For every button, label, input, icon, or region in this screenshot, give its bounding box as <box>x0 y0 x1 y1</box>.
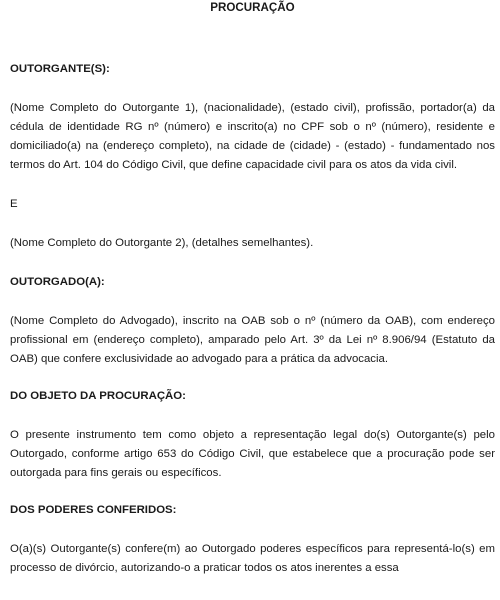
outorgado-paragraph: (Nome Completo do Advogado), inscrito na OAB sob o nº (número da OAB), com endereço profissional em (endereço completo), amparado pelo Art. 3º da Lei nº 8.906/94 (Estatuto da OAB) que confere exclusividade ao advogado para a prática da advocacia. <box>10 315 495 365</box>
spacer <box>10 520 495 540</box>
spacer <box>10 292 495 312</box>
document-page <box>10 0 495 578</box>
conjunction-text: E <box>10 198 18 210</box>
document-title: PROCURAÇÃO <box>210 1 295 14</box>
spacer <box>10 214 495 234</box>
objeto-paragraph: O presente instrumento tem como objeto a representação legal do(s) Outorgante(s) pelo Outorgado, conforme artigo 653 do Código Civil, que estabelece que a procuração pode ser outorgada para fins gerais ou específicos. <box>10 429 495 479</box>
objeto-heading: DO OBJETO DA PROCURAÇÃO: <box>10 390 186 402</box>
spacer <box>10 175 495 195</box>
outorgante-1-paragraph: (Nome Completo do Outorgante 1), (nacionalidade), (estado civil), profissão, portador(a) da cédula de identidade RG nº (número) e inscrito(a) no CPF sob o nº (número), residente e domiciliado(a) na (endereço completo), na cidade de (cidade) - (estado) - fundamentado nos termos do Art. 104 do Código Civil, que define capacidade civil para os atos da vida civil. <box>10 102 495 171</box>
outorgantes-heading: OUTORGANTE(S): <box>10 63 110 75</box>
spacer <box>10 406 495 426</box>
spacer <box>10 483 495 501</box>
spacer <box>10 369 495 387</box>
spacer <box>10 79 495 99</box>
spacer <box>10 16 495 60</box>
spacer <box>10 253 495 273</box>
poderes-heading: DOS PODERES CONFERIDOS: <box>10 504 177 516</box>
outorgante-2-paragraph: (Nome Completo do Outorgante 2), (detalhes semelhantes). <box>10 237 314 249</box>
outorgado-heading: OUTORGADO(A): <box>10 276 105 288</box>
poderes-paragraph: O(a)(s) Outorgante(s) confere(m) ao Outorgado poderes específicos para representá-lo(s) em processo de divórcio, autorizando-o a praticar todos os atos inerentes a essa <box>10 543 495 574</box>
